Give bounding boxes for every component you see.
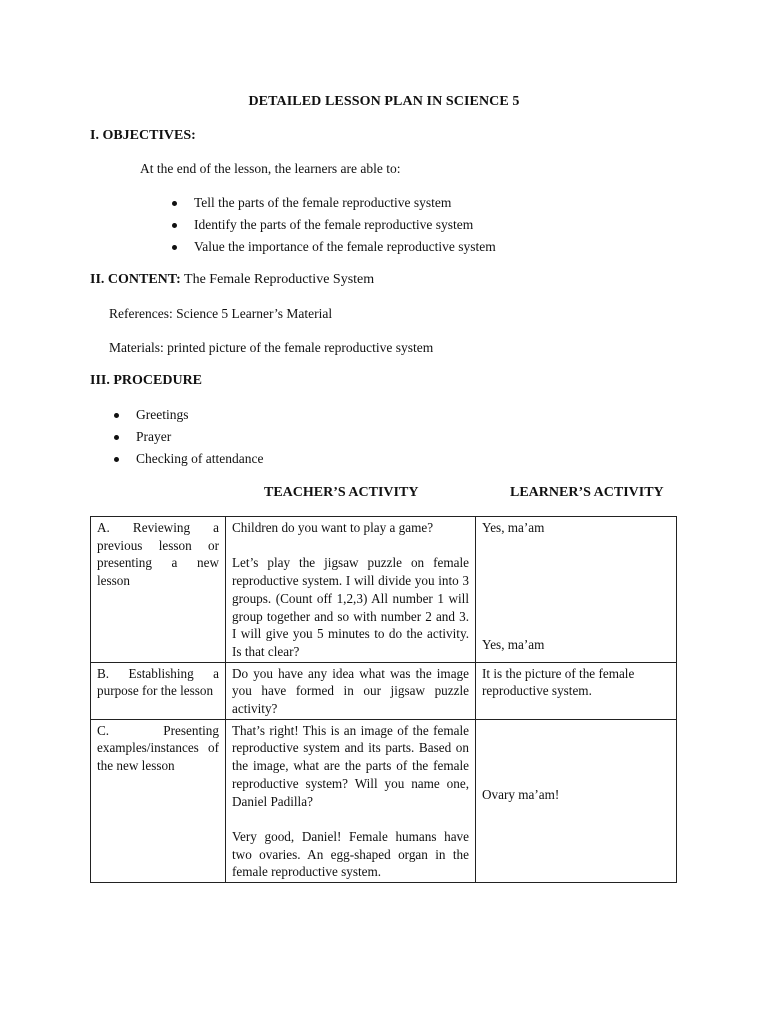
- objective-item: Tell the parts of the female reproductive system: [170, 192, 496, 214]
- procedure-list: [112, 404, 263, 470]
- teacher-cell: [226, 517, 476, 663]
- content-heading-label: II. CONTENT:: [90, 272, 181, 287]
- table-row: [91, 517, 677, 663]
- content-topic: The Female Reproductive System: [180, 272, 375, 287]
- objectives-list: [170, 192, 496, 258]
- learner-text: Ovary ma’am!: [482, 786, 560, 802]
- teacher-text: That’s right! This is an image of the female reproductive system and its parts. Based on the image, what are the parts of the female reproductive system? Will you name one, Daniel Padilla?: [232, 722, 469, 809]
- teacher-text: Children do you want to play a game?: [232, 520, 434, 535]
- learner-activity-header: LEARNER’S ACTIVITY: [510, 485, 664, 500]
- learner-cell: [476, 719, 677, 882]
- procedure-item: Checking of attendance: [112, 448, 263, 470]
- procedure-item: Prayer: [112, 426, 263, 448]
- teacher-activity-header: TEACHER’S ACTIVITY: [264, 485, 419, 500]
- objective-item: Identify the parts of the female reproductive system: [170, 214, 496, 236]
- teacher-text: Do you have any idea what was the image you have formed in our jigsaw puzzle activity?: [232, 665, 469, 717]
- objective-item: Value the importance of the female reproductive system: [170, 236, 496, 258]
- teacher-text: Let’s play the jigsaw puzzle on female reproductive system. I will divide you into 3 groups. (Count off 1,2,3) All number 1 will group together and so with number 2 and 3. I will give you 5 minutes to do the activity. Is that clear?: [232, 555, 469, 659]
- materials-line: Materials: printed picture of the female reproductive system: [109, 340, 434, 355]
- lesson-activity-table: [90, 516, 677, 883]
- learner-cell: [476, 517, 677, 663]
- references-line: References: Science 5 Learner’s Material: [109, 306, 333, 321]
- teacher-text: Very good, Daniel! Female humans have two ovaries. An egg-shaped organ in the female reproductive system.: [232, 828, 469, 880]
- objectives-intro: At the end of the lesson, the learners are able to:: [140, 161, 401, 176]
- table-row: [91, 662, 677, 719]
- teacher-cell: [226, 719, 476, 882]
- procedure-heading: III. PROCEDURE: [90, 373, 203, 388]
- objectives-heading: I. OBJECTIVES:: [90, 128, 196, 143]
- learner-text: Yes, ma’am: [482, 520, 545, 535]
- content-heading: [90, 272, 374, 288]
- step-cell: B. Establishing a purpose for the lesson: [91, 662, 226, 719]
- step-cell: A. Reviewing a previous lesson or presenting a new lesson: [91, 517, 226, 663]
- teacher-cell: [226, 662, 476, 719]
- learner-text: Yes, ma’am: [482, 636, 545, 652]
- learner-text: It is the picture of the female reproductive system.: [482, 665, 635, 699]
- procedure-item: Greetings: [112, 404, 263, 426]
- step-cell: C. Presenting examples/instances of the new lesson: [91, 719, 226, 882]
- learner-cell: [476, 662, 677, 719]
- table-row: [91, 719, 677, 882]
- document-title: DETAILED LESSON PLAN IN SCIENCE 5: [248, 94, 520, 109]
